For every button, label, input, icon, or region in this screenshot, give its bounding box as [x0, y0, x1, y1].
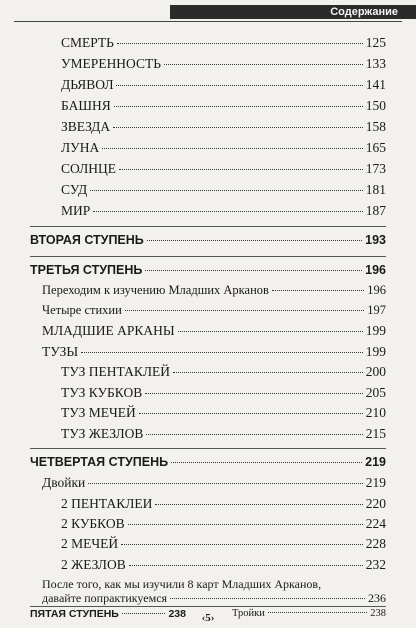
dot-leader: [125, 310, 364, 311]
header-rule: [14, 21, 402, 22]
toc-entry-third-stage[interactable]: [30, 263, 386, 277]
toc-entry-title: СОЛНЦЕ: [61, 161, 116, 176]
dot-leader: [173, 372, 363, 373]
toc-entry-page: 133: [365, 56, 386, 71]
dot-leader: [146, 434, 362, 435]
toc-entry-two-wands[interactable]: [61, 557, 386, 573]
toc-entry-page: 200: [365, 364, 386, 379]
toc-entry-aces[interactable]: [42, 344, 386, 360]
dot-leader: [102, 148, 363, 149]
toc-entry-title: ЛУНА: [61, 140, 100, 155]
toc-entry-page: 196: [367, 283, 386, 297]
toc-entry-star[interactable]: [61, 119, 386, 135]
toc-entry-title: ЗВЕЗДА: [61, 119, 111, 134]
toc-entry-title: 2 ПЕНТАКЛЕИ: [61, 496, 153, 511]
dot-leader: [147, 240, 362, 241]
toc-entry-title: БАШНЯ: [61, 98, 111, 113]
toc-entry-devil[interactable]: [61, 77, 386, 93]
toc-entry-title: Переходим к изучению Младших Арканов: [42, 283, 269, 297]
toc-entry-title: ТУЗ ЖЕЗЛОВ: [61, 426, 144, 441]
toc-entry-title: ТУЗЫ: [42, 344, 79, 359]
toc-entry-four-elements[interactable]: [42, 303, 386, 318]
toc-entry-title: Двойки: [42, 475, 86, 490]
dot-leader: [145, 393, 363, 394]
toc-entry-moon[interactable]: [61, 140, 386, 156]
toc-entry-title: ВТОРАЯ СТУПЕНЬ: [30, 233, 144, 247]
dot-leader: [139, 413, 363, 414]
toc-entry-page: 141: [365, 77, 386, 92]
toc-entry-minor-arcana[interactable]: [42, 323, 386, 339]
toc-entry-minor-arcana-intro[interactable]: [42, 283, 386, 298]
dot-leader: [113, 127, 363, 128]
toc-entry-tower[interactable]: [61, 98, 386, 114]
toc-entry-ace-swords[interactable]: [61, 405, 386, 421]
toc-entry-world[interactable]: [61, 203, 386, 219]
running-header: [0, 0, 416, 22]
dot-leader: [93, 211, 362, 212]
toc-entry-page: 205: [365, 385, 386, 400]
dot-leader: [116, 85, 362, 86]
toc-entry-page: 219: [365, 455, 386, 469]
dot-leader: [119, 169, 363, 170]
toc-entry-page: 236: [368, 591, 386, 605]
toc-entry-page: 238: [370, 608, 386, 619]
toc-entry-title: Тройки: [232, 608, 265, 619]
toc-entry-title: СУД: [61, 182, 88, 197]
toc-entry-page: 187: [365, 203, 386, 218]
section-divider: [30, 606, 386, 607]
toc-entry-two-pentacles[interactable]: [61, 496, 386, 512]
dot-leader: [122, 613, 166, 614]
toc-entry-title: МИР: [61, 203, 91, 218]
folio-open-ornament: ‹: [201, 612, 206, 624]
dot-leader: [128, 524, 363, 525]
toc-entry-two-swords[interactable]: [61, 536, 386, 552]
toc-entry-title: ПЯТАЯ СТУПЕНЬ: [30, 608, 119, 620]
toc-entry-page: 215: [365, 426, 386, 441]
toc-entry-practice-line1: После того, как мы изучили 8 карт Младших Арканов,: [42, 577, 322, 591]
toc-entry-page: 150: [365, 98, 386, 113]
toc-entry-page: 158: [365, 119, 386, 134]
toc-entry-twos[interactable]: [42, 475, 386, 491]
toc-entry-page: 193: [365, 233, 386, 247]
dot-leader: [171, 462, 362, 463]
toc-entry-page: 199: [365, 323, 386, 338]
dot-leader: [129, 565, 363, 566]
toc-entry-judgement[interactable]: [61, 182, 386, 198]
toc-entry-title: давайте попрактикуемся: [42, 591, 168, 605]
toc-entry-sun[interactable]: [61, 161, 386, 177]
toc-entry-page: 197: [367, 303, 386, 317]
dot-leader: [272, 290, 364, 291]
toc-entry-page: 238: [168, 608, 186, 620]
toc-entry-title: УМЕРЕННОСТЬ: [61, 56, 161, 71]
toc-entry-page: 220: [365, 496, 386, 511]
folio-number: 5: [205, 612, 211, 624]
toc-entry-practice[interactable]: [42, 591, 386, 606]
page-number: [183, 612, 233, 624]
toc-entry-death[interactable]: [61, 35, 386, 51]
dot-leader: [268, 612, 367, 613]
toc-entry-title: ТУЗ ПЕНТАКЛЕЙ: [61, 364, 170, 379]
toc-entry-title: Четыре стихии: [42, 303, 122, 317]
toc-entry-page: 224: [365, 516, 386, 531]
folio-close-ornament: ›: [210, 612, 215, 624]
dot-leader: [114, 106, 363, 107]
dot-leader: [164, 64, 363, 65]
toc-entry-title: ТУЗ МЕЧЕЙ: [61, 405, 136, 420]
toc-entry-title: ТУЗ КУБКОВ: [61, 385, 143, 400]
toc-entry-title: 2 КУБКОВ: [61, 516, 125, 531]
toc-entry-page: 196: [365, 263, 386, 277]
toc-entry-page: 181: [365, 182, 386, 197]
dot-leader: [178, 331, 363, 332]
toc-entry-title: ДЬЯВОЛ: [61, 77, 114, 92]
toc-entry-ace-pentacles[interactable]: [61, 364, 386, 380]
section-divider: [30, 226, 386, 227]
dot-leader: [145, 270, 362, 271]
toc-entry-title: ЧЕТВЕРТАЯ СТУПЕНЬ: [30, 455, 169, 469]
toc-entry-page: 232: [365, 557, 386, 572]
toc-entry-title: СМЕРТЬ: [61, 35, 114, 50]
toc-entry-two-cups[interactable]: [61, 516, 386, 532]
header-title: Содержание: [326, 5, 402, 19]
toc-entry-ace-wands[interactable]: [61, 426, 386, 442]
dot-leader: [88, 483, 363, 484]
dot-leader: [81, 352, 363, 353]
toc-entry-page: 165: [365, 140, 386, 155]
toc-entry-temperance[interactable]: [61, 56, 386, 72]
toc-entry-ace-cups[interactable]: [61, 385, 386, 401]
toc-entry-page: 199: [365, 344, 386, 359]
toc-entry-threes[interactable]: [232, 608, 386, 619]
toc-entry-page: 219: [365, 475, 386, 490]
toc-entry-page: 125: [365, 35, 386, 50]
toc-entry-title: МЛАДШИЕ АРКАНЫ: [42, 323, 175, 338]
dot-leader: [117, 43, 363, 44]
dot-leader: [121, 544, 363, 545]
section-divider: [30, 256, 386, 257]
dot-leader: [90, 190, 363, 191]
toc-entry-page: 173: [365, 161, 386, 176]
dot-leader: [170, 598, 365, 599]
toc-entry-fourth-stage[interactable]: [30, 455, 386, 469]
section-divider: [30, 448, 386, 449]
toc-entry-title: 2 МЕЧЕЙ: [61, 536, 119, 551]
dot-leader: [155, 504, 362, 505]
toc-entry-fifth-stage[interactable]: [30, 608, 186, 620]
toc-entry-title: ТРЕТЬЯ СТУПЕНЬ: [30, 263, 143, 277]
toc-entry-second-stage[interactable]: [30, 233, 386, 247]
toc-entry-title: 2 ЖЕЗЛОВ: [61, 557, 126, 572]
toc-entry-page: 210: [365, 405, 386, 420]
toc-entry-page: 228: [365, 536, 386, 551]
